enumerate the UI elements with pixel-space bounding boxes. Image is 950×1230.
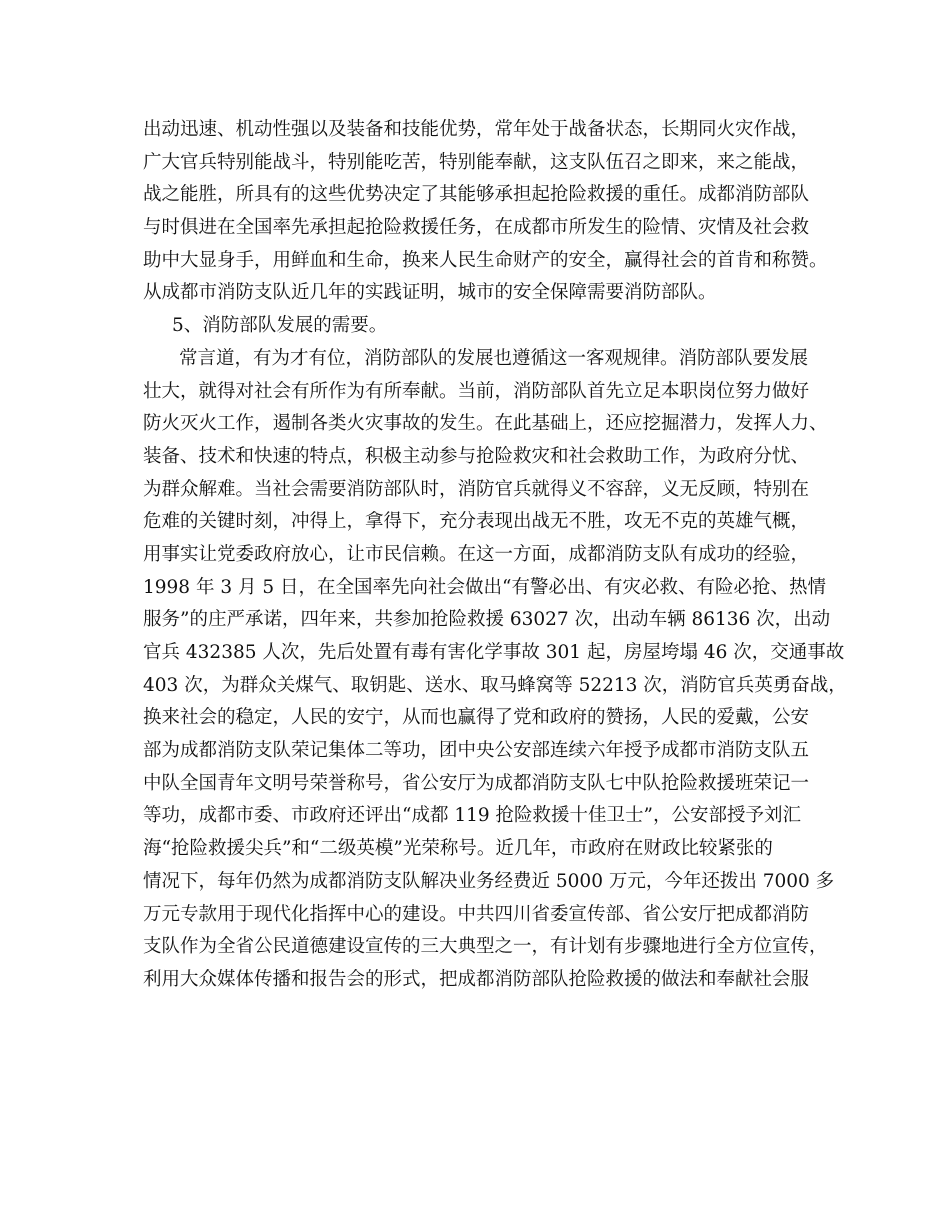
paragraph-line: 壮大，就得对社会有所作为有所奉献。当前，消防部队首先立足本职岗位努力做好	[143, 380, 810, 402]
paragraph-line: 战之能胜，所具有的这些优势决定了其能够承担起抢险救援的重任。成都消防部队	[143, 184, 810, 206]
paragraph-line: 1998 年 3 月 5 日，在全国率先向社会做出“有警必出、有灾必救、有险必抢、热情	[143, 576, 826, 598]
paragraph-line: 官兵 432385 人次，先后处置有毒有害化学事故 301 起，房屋垮塌 46 次，交通事故	[143, 642, 845, 663]
paragraph-line: 装备、技术和快速的特点，积极主动参与抢险救灾和社会救助工作，为政府分忧、	[143, 445, 810, 467]
paragraph-line: 403 次，为群众关煤气、取钥匙、送水、取马蜂窝等 52213 次，消防官兵英勇奋战，	[143, 674, 847, 696]
paragraph-line: 与时俱进在全国率先承担起抢险救援任务，在成都市所发生的险情、灾情及社会救	[143, 217, 810, 239]
paragraph-line: 支队作为全省公民道德建设宣传的三大典型之一，有计划有步骤地进行全方位宣传，	[143, 936, 828, 958]
paragraph-first-line: 常言道，有为才有位，消防部队的发展也遵循这一客观规律。消防部队要发展	[179, 347, 809, 369]
paragraph-line: 部为成都消防支队荣记集体二等功，团中央公安部连续六年授予成都市消防支队五	[143, 740, 810, 762]
paragraph-line: 助中大显身手，用鲜血和生命，换来人民生命财产的安全，赢得社会的首肯和称赞。	[143, 249, 828, 271]
paragraph-line: 危难的关键时刻，冲得上，拿得下，充分表现出战无不胜，攻无不克的英雄气概，	[143, 511, 810, 533]
paragraph-line: 用事实让党委政府放心，让市民信赖。在这一方面，成都消防支队有成功的经验，	[143, 543, 810, 565]
paragraph-line: 广大官兵特别能战斗，特别能吃苦，特别能奉献，这支队伍召之即来，来之能战，	[143, 151, 810, 173]
paragraph-line: 为群众解难。当社会需要消防部队时，消防官兵就得义不容辞，义无反顾，特别在	[143, 478, 810, 500]
document-body	[143, 114, 847, 997]
paragraph-line: 防火灭火工作，遏制各类火灾事故的发生。在此基础上，还应挖掘潜力，发挥人力、	[143, 413, 828, 435]
paragraph-line: 从成都市消防支队近几年的实践证明，城市的安全保障需要消防部队。	[143, 282, 717, 304]
paragraph-line: 利用大众媒体传播和报告会的形式，把成都消防部队抢险救援的做法和奉献社会服	[143, 968, 810, 990]
paragraph-line: 换来社会的稳定，人民的安宁，从而也赢得了党和政府的赞扬，人民的爱戴，公安	[143, 707, 810, 729]
paragraph-line: 等功，成都市委、市政府还评出“成都 119 抢险救援十佳卫士”，公安部授予刘汇	[143, 805, 801, 827]
paragraph-line: 情况下，每年仍然为成都消防支队解决业务经费近 5000 万元，今年还拨出 7000 多	[143, 870, 835, 892]
paragraph-line: 海“抢险救援尖兵”和“二级英模”光荣称号。近几年，市政府在财政比较紧张的	[143, 838, 773, 860]
paragraph-line: 中队全国青年文明号荣誉称号，省公安厅为成都消防支队七中队抢险救援班荣记一	[143, 772, 810, 794]
paragraph-line: 万元专款用于现代化指挥中心的建设。中共四川省委宣传部、省公安厅把成都消防	[143, 903, 810, 925]
paragraph-line: 出动迅速、机动性强以及装备和技能优势，常年处于战备状态，长期同火灾作战，	[143, 119, 810, 140]
section-heading: 5、消防部队发展的需要。	[172, 315, 388, 337]
paragraph-line: 服务”的庄严承诺，四年来，共参加抢险救援 63027 次，出动车辆 86136 次，出动	[143, 609, 831, 631]
